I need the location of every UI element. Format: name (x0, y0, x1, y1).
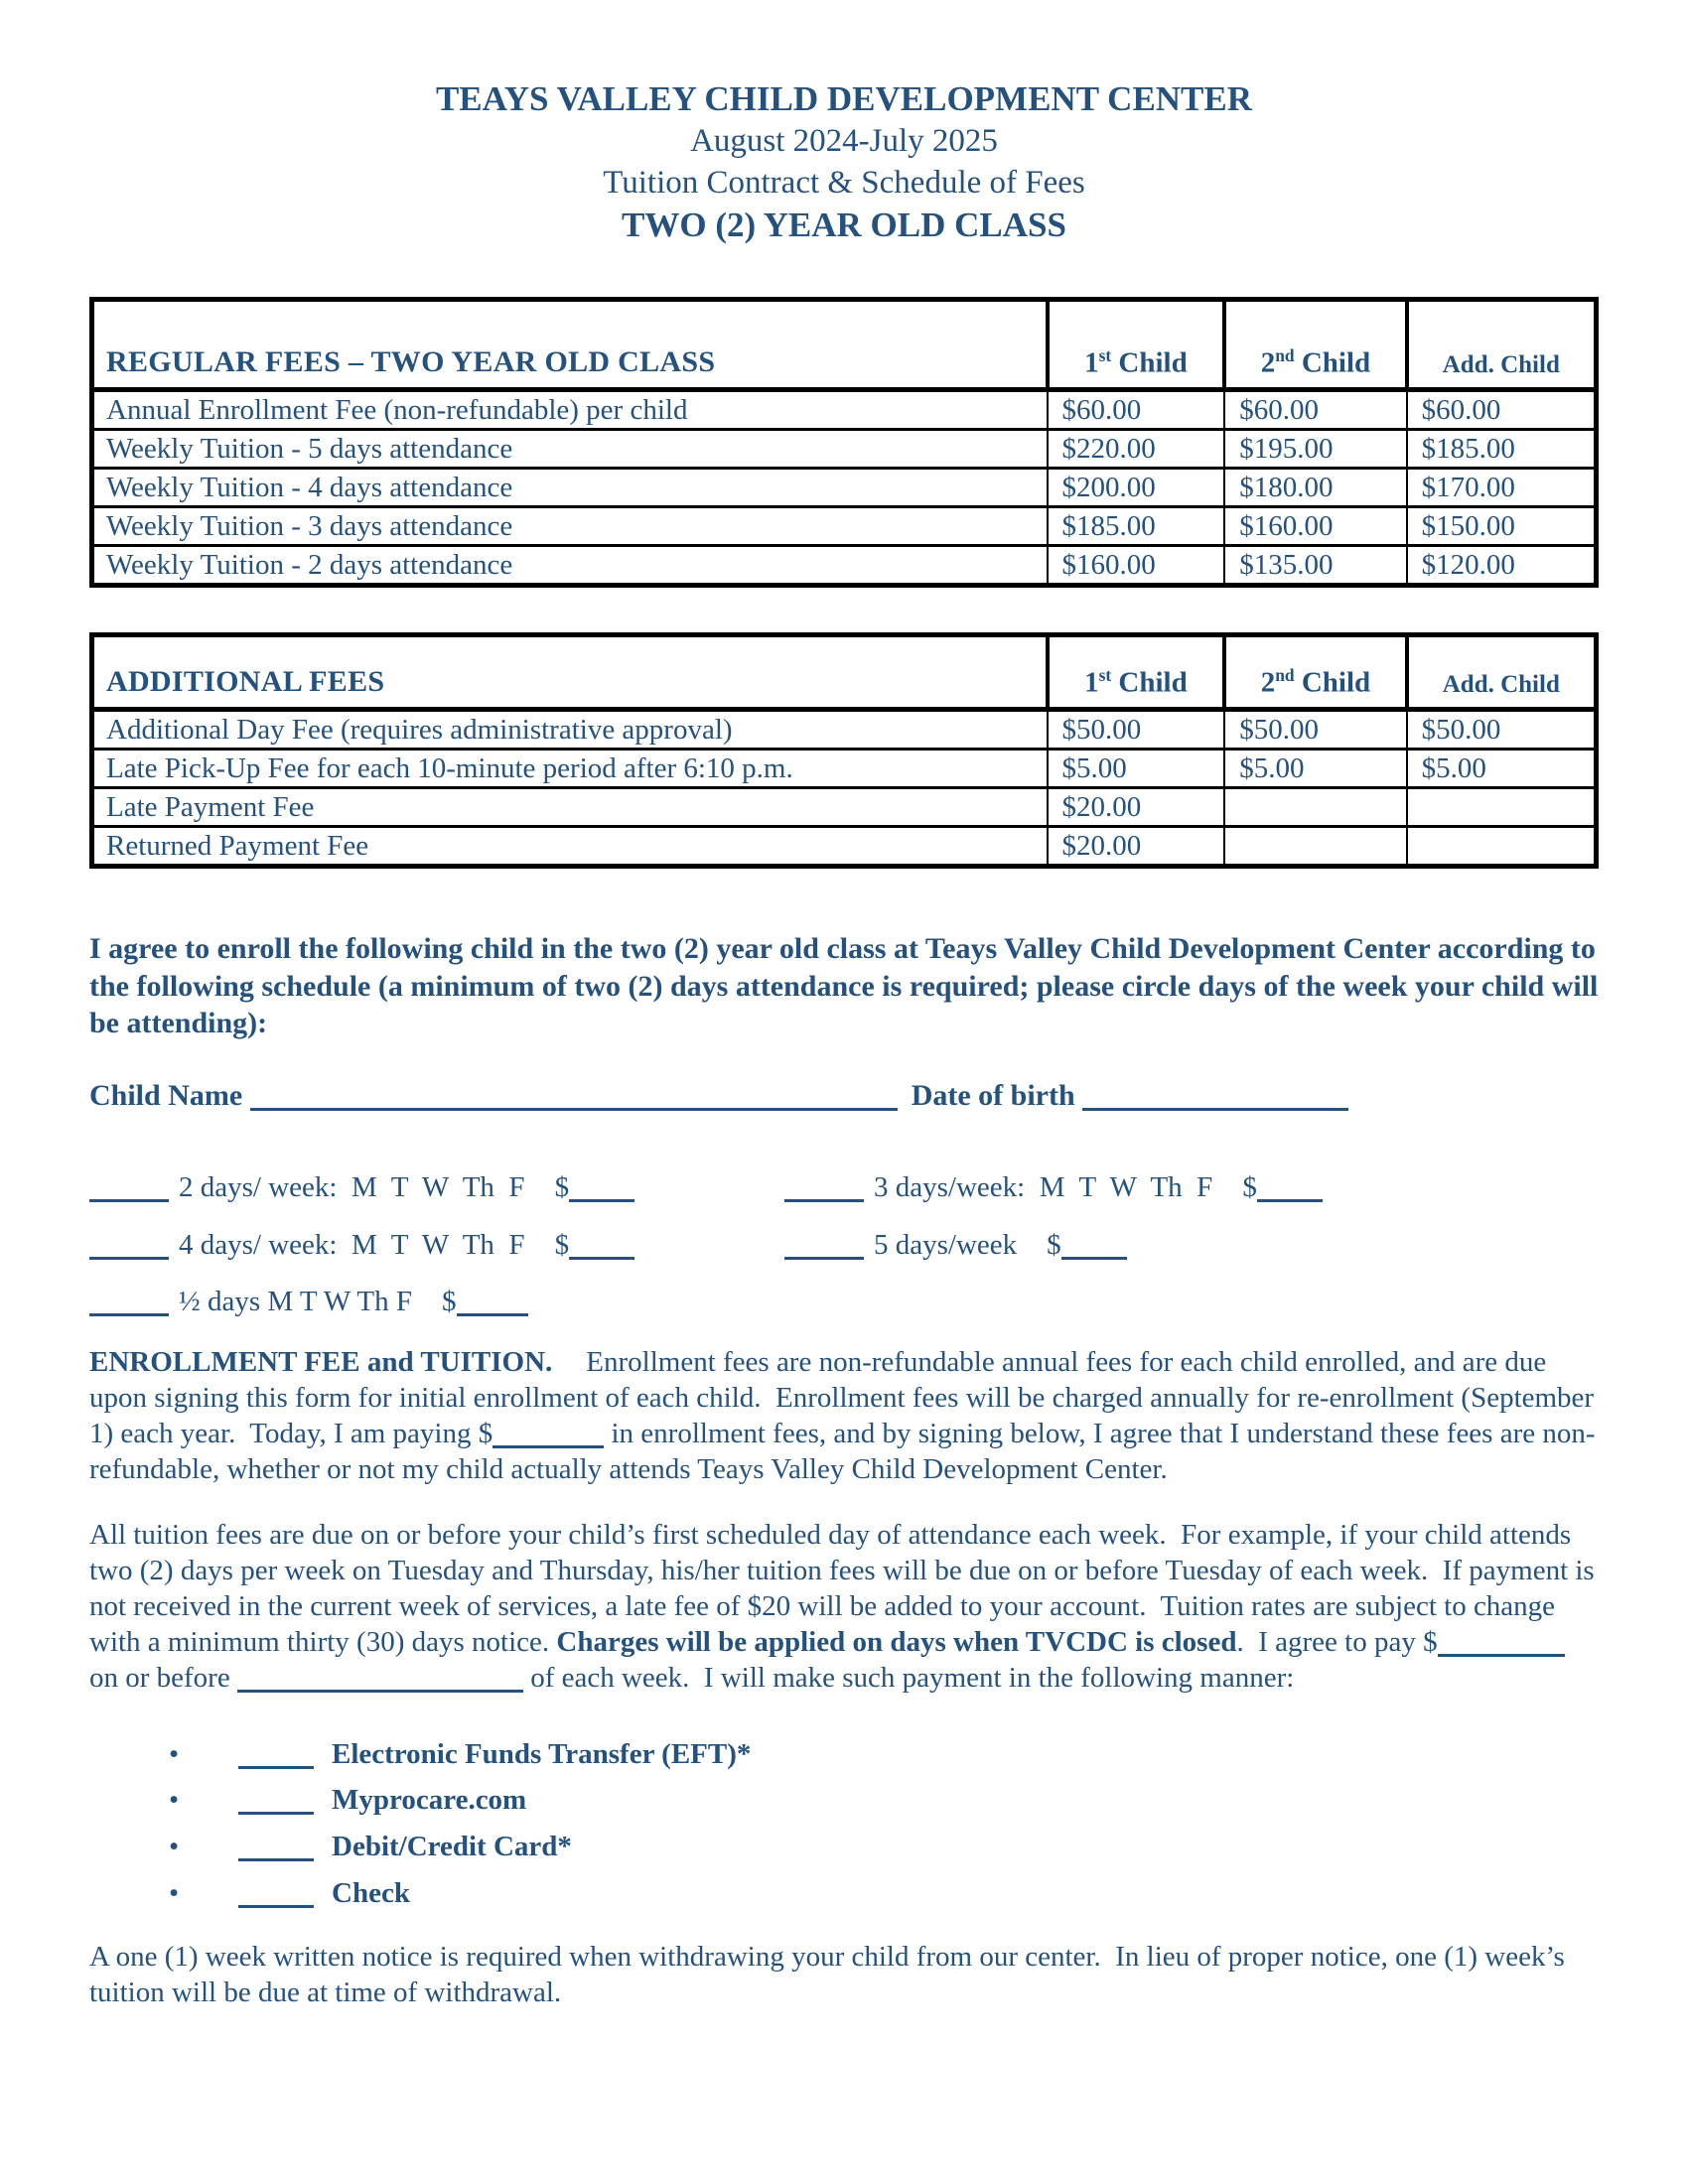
dob-label: Date of birth (911, 1078, 1075, 1112)
fee-value-cell (1224, 788, 1406, 827)
fee-label-cell: Weekly Tuition - 2 days attendance (92, 546, 1048, 586)
schedule-2days-amount-blank[interactable] (569, 1189, 634, 1202)
col-header-2nd-child: 2nd Child (1224, 300, 1406, 390)
schedule-section (89, 1169, 1599, 1321)
fee-value-cell: $185.00 (1407, 430, 1597, 469)
fee-row (92, 788, 1597, 827)
fee-row (92, 469, 1597, 507)
center-name-title: TEAYS VALLEY CHILD DEVELOPMENT CENTER (435, 79, 1253, 118)
col-header-2nd-child: 2nd Child (1224, 635, 1406, 710)
fee-value-cell: $120.00 (1407, 546, 1597, 586)
schedule-4days-select-blank[interactable] (89, 1247, 169, 1260)
child-name-label: Child Name (89, 1078, 243, 1112)
document-header (89, 77, 1599, 247)
enrollment-amount-blank[interactable] (492, 1435, 604, 1448)
fee-label-cell: Weekly Tuition - 5 days attendance (92, 430, 1048, 469)
schedule-row-3 (89, 1284, 1599, 1321)
fee-row (92, 390, 1597, 430)
bullet-icon: • (169, 1830, 180, 1862)
payment-method-myprocare: • Myprocare.com (169, 1782, 1599, 1820)
payment-method-eft-blank[interactable] (238, 1756, 314, 1769)
fee-value-cell: $60.00 (1048, 390, 1225, 430)
fee-value-cell (1224, 827, 1406, 867)
agreement-paragraph: I agree to enroll the following child in the two (2) year old class at Teays Valley Child Development Center according to the following schedule (a minimum of two (2) days attendance is required; please circle days of the week your child will be attending): (89, 932, 1606, 1039)
fee-value-cell: $160.00 (1048, 546, 1225, 586)
fee-row (92, 430, 1597, 469)
enrollment-heading: ENROLLMENT FEE and TUITION. (89, 1345, 553, 1378)
fee-value-cell: $50.00 (1407, 710, 1597, 750)
schedule-option-half-days: ½ days M T W Th F $ (89, 1286, 528, 1317)
document-title-line: Tuition Contract & Schedule of Fees (603, 164, 1085, 201)
tuition-due-paragraph: All tuition fees are due on or before your child’s first scheduled day of attendance each week. For example, if your child attends two (2) days per week on Tuesday and Thursday, his/her tuition fees will be due on or before Tuesday of each week. If payment is not received in the current week of services, a late fee of $20 will be added to your account. Tuition rates are subject to change with a minimum thirty (30) days notice. Charges will be applied on days when TVCDC is closed. I agree to pay $ on or before of each week. I will make such payment in the following manner: (89, 1518, 1602, 1694)
schedule-2days-select-blank[interactable] (89, 1189, 169, 1202)
bullet-icon: • (169, 1876, 180, 1909)
payment-methods-list (89, 1736, 1599, 1913)
fee-value-cell: $195.00 (1224, 430, 1406, 469)
fee-label-cell: Weekly Tuition - 4 days attendance (92, 469, 1048, 507)
closed-days-bold-text: Charges will be applied on days when TVCDC is closed (556, 1625, 1237, 1658)
fee-value-cell: $20.00 (1048, 788, 1225, 827)
regular-fees-table (89, 297, 1599, 588)
fee-label-cell: Late Payment Fee (92, 788, 1048, 827)
schedule-row-1 (89, 1169, 1599, 1207)
fee-value-cell: $5.00 (1407, 750, 1597, 788)
fee-value-cell: $200.00 (1048, 469, 1225, 507)
fee-value-cell: $160.00 (1224, 507, 1406, 546)
col-header-add-child: Add. Child (1407, 300, 1597, 390)
schedule-half-days-amount-blank[interactable] (457, 1303, 528, 1316)
child-name-blank[interactable] (250, 1098, 898, 1111)
col-header-1st-child: 1st Child (1048, 300, 1225, 390)
dob-blank[interactable] (1082, 1098, 1348, 1111)
additional-fees-table (89, 632, 1599, 869)
school-year-line: August 2024-July 2025 (690, 123, 998, 160)
weekly-payment-amount-blank[interactable] (1438, 1644, 1565, 1657)
schedule-5days-select-blank[interactable] (784, 1247, 864, 1260)
schedule-option-4days: 4 days/ week: M T W Th F $ (89, 1227, 784, 1265)
payment-method-check: • Check (169, 1875, 1599, 1913)
fee-value-cell: $185.00 (1048, 507, 1225, 546)
fee-label-cell: Late Pick-Up Fee for each 10-minute period after 6:10 p.m. (92, 750, 1048, 788)
fee-value-cell: $50.00 (1048, 710, 1225, 750)
fee-value-cell: $60.00 (1407, 390, 1597, 430)
regular-fees-header-row (92, 300, 1597, 390)
fee-value-cell: $60.00 (1224, 390, 1406, 430)
fee-value-cell: $170.00 (1407, 469, 1597, 507)
fee-value-cell: $135.00 (1224, 546, 1406, 586)
payment-day-blank[interactable] (237, 1680, 523, 1693)
class-title-line: TWO (2) YEAR OLD CLASS (622, 205, 1066, 245)
schedule-half-days-select-blank[interactable] (89, 1303, 169, 1316)
fee-value-cell: $220.00 (1048, 430, 1225, 469)
schedule-4days-amount-blank[interactable] (569, 1247, 634, 1260)
payment-method-myprocare-blank[interactable] (238, 1802, 314, 1815)
schedule-option-2days: 2 days/ week: M T W Th F $ (89, 1169, 784, 1207)
additional-fees-title-cell: ADDITIONAL FEES (92, 635, 1048, 710)
fee-row (92, 827, 1597, 867)
fee-label-cell: Annual Enrollment Fee (non-refundable) per child (92, 390, 1048, 430)
fee-label-cell: Weekly Tuition - 3 days attendance (92, 507, 1048, 546)
schedule-3days-amount-blank[interactable] (1257, 1189, 1323, 1202)
bullet-icon: • (169, 1737, 180, 1770)
regular-fees-title-cell: REGULAR FEES – TWO YEAR OLD CLASS (92, 300, 1048, 390)
enrollment-fee-paragraph: ENROLLMENT FEE and TUITION. Enrollment fees are non-refundable annual fees for each child enrolled, and are due upon signing this form for initial enrollment of each child. Enrollment fees will be charged annually for re-enrollment (September 1) each year. Today, I am paying $ in enrollment fees, and by signing below, I agree that I understand these fees are non-refundable, whether or not my child actually attends Teays Valley Child Development Center. (89, 1345, 1602, 1485)
fee-row (92, 546, 1597, 586)
schedule-3days-select-blank[interactable] (784, 1189, 864, 1202)
fee-value-cell: $50.00 (1224, 710, 1406, 750)
payment-method-eft: • Electronic Funds Transfer (EFT)* (169, 1736, 1599, 1774)
fee-label-cell: Additional Day Fee (requires administrative approval) (92, 710, 1048, 750)
fee-value-cell: $5.00 (1224, 750, 1406, 788)
fee-row (92, 750, 1597, 788)
schedule-option-5days: 5 days/week $ (784, 1229, 1127, 1261)
fee-row (92, 710, 1597, 750)
fee-value-cell: $180.00 (1224, 469, 1406, 507)
fee-row (92, 507, 1597, 546)
fee-label-cell: Returned Payment Fee (92, 827, 1048, 867)
col-header-1st-child: 1st Child (1048, 635, 1225, 710)
fee-value-cell (1407, 788, 1597, 827)
payment-method-debit-credit: • Debit/Credit Card* (169, 1829, 1599, 1866)
child-info-row (89, 1079, 1599, 1113)
schedule-row-2 (89, 1227, 1599, 1265)
additional-fees-header-row (92, 635, 1597, 710)
fee-value-cell (1407, 827, 1597, 867)
col-header-add-child: Add. Child (1407, 635, 1597, 710)
schedule-5days-amount-blank[interactable] (1061, 1247, 1127, 1260)
bullet-icon: • (169, 1784, 180, 1817)
withdrawal-paragraph: A one (1) week written notice is required when withdrawing your child from our center. In lieu of proper notice, one (1) week’s tuition will be due at time of withdrawal. (89, 1941, 1573, 2009)
payment-method-check-blank[interactable] (238, 1895, 314, 1908)
schedule-option-3days: 3 days/week: M T W Th F $ (784, 1171, 1323, 1203)
payment-method-debit-credit-blank[interactable] (238, 1848, 314, 1861)
fee-value-cell: $5.00 (1048, 750, 1225, 788)
fee-value-cell: $20.00 (1048, 827, 1225, 867)
fee-value-cell: $150.00 (1407, 507, 1597, 546)
